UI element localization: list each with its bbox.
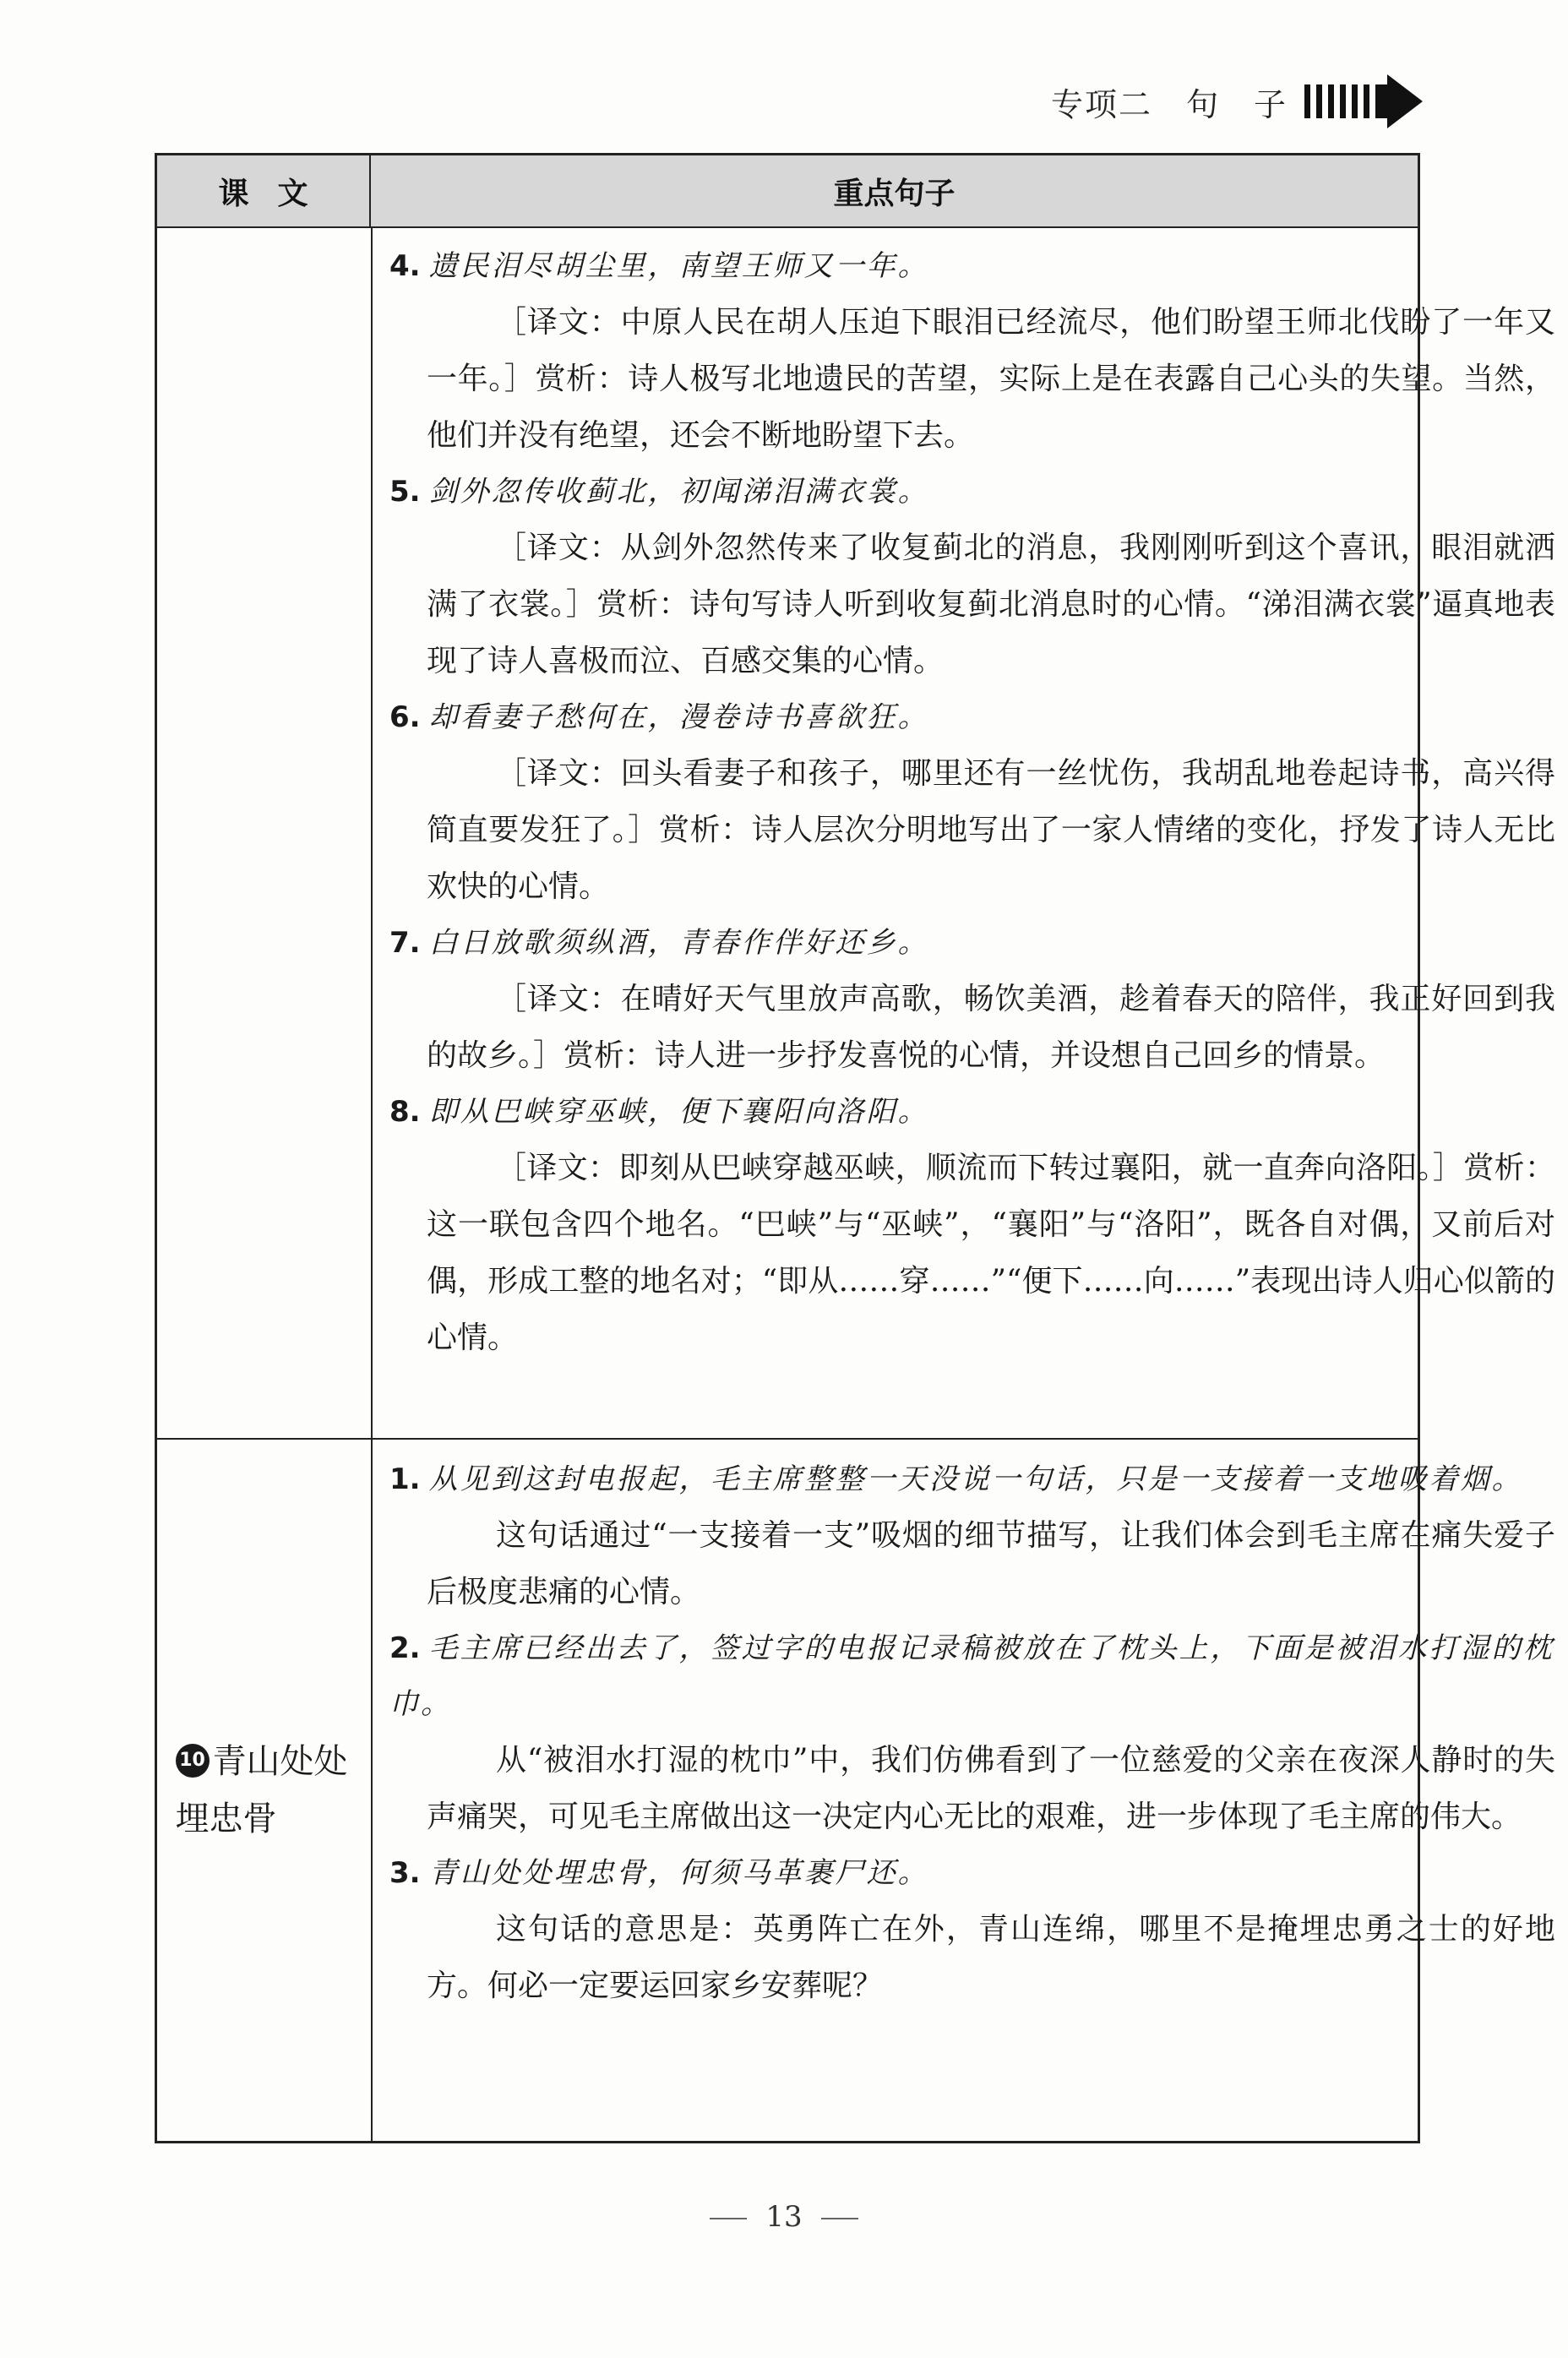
sentence-explanation: ［译文：中原人民在胡人压迫下眼泪已经流尽，他们盼望王师北伐盼了一年又一年。］赏析：诗人极写北地遗民的苦望，实际上是在表露自己心头的失望。当然，他们并没有绝望，还会不断地盼望下去。 xyxy=(427,305,1555,453)
sentence-explanation: ［译文：即刻从巴峡穿越巫峡，顺流而下转过襄阳，就一直奔向洛阳。］赏析：这一联包含四个地名。“巴峡”与“巫峡”，“襄阳”与“洛阳”，既各自对偶，又前后对偶，形成工整的地名对；“即从……穿……”“便下……向……”表现出诗人归心似箭的心情。 xyxy=(427,1151,1555,1355)
section-title: 专项二 句 子 xyxy=(1050,85,1288,123)
dash-right xyxy=(821,2218,858,2219)
key-sentence: 2. 毛主席已经出去了，签过字的电报记录稿被放在了枕头上，下面是被泪水打湿的枕巾。 xyxy=(389,1631,1554,1721)
dash-left xyxy=(710,2218,747,2219)
sentence-explanation: 从“被泪水打湿的枕巾”中，我们仿佛看到了一位慈爱的父亲在夜深人静时的失声痛哭，可见毛主席做出这一决定内心无比的艰难，进一步体现了毛主席的伟大。 xyxy=(427,1743,1555,1834)
key-sentence: 3. 青山处处埋忠骨，何须马革裹尸还。 xyxy=(389,1856,929,1890)
sentence-item xyxy=(389,1845,1557,2014)
row-content xyxy=(389,238,1557,1366)
page-header xyxy=(1051,74,1424,128)
sentence-explanation: ［译文：回头看妻子和孩子，哪里还有一丝忧伤，我胡乱地卷起诗书，高兴得简直要发狂了。］赏析：诗人层次分明地写出了一家人情绪的变化，抒发了诗人无比欢快的心情。 xyxy=(427,756,1555,904)
sentence-explanation: ［译文：在晴好天气里放声高歌，畅饮美酒，趁着春天的陪伴，我正好回到我的故乡。］赏析：诗人进一步抒发喜悦的心情，并设想自己回乡的情景。 xyxy=(427,982,1555,1073)
row-content xyxy=(389,1451,1557,2014)
arrow-marker-icon xyxy=(1304,74,1424,128)
column-divider xyxy=(371,226,373,2141)
key-sentence: 1. 从见到这封电报起，毛主席整整一天没说一句话，只是一支接着一支地吸着烟。 xyxy=(389,1462,1523,1496)
key-sentence: 4. 遗民泪尽胡尘里，南望王师又一年。 xyxy=(389,249,929,283)
page-number: 13 xyxy=(0,2200,1568,2234)
lesson-number-badge: 10 xyxy=(176,1744,210,1778)
key-sentence: 6. 却看妻子愁何在，漫卷诗书喜欲狂。 xyxy=(389,700,929,734)
sentence-item xyxy=(389,689,1557,915)
lesson-label xyxy=(176,1733,353,1848)
sentence-item xyxy=(389,915,1557,1084)
sentence-explanation: 这句话通过“一支接着一支”吸烟的细节描写，让我们体会到毛主席在痛失爱子后极度悲痛的心情。 xyxy=(427,1518,1555,1609)
table-header xyxy=(157,155,1418,228)
lesson-cell xyxy=(157,1440,371,2141)
sentence-item xyxy=(389,1620,1557,1845)
sentence-explanation: 这句话的意思是：英勇阵亡在外，青山连绵，哪里不是掩埋忠勇之士的好地方。何必一定要运回家乡安葬呢？ xyxy=(427,1912,1555,2003)
lesson-cell-prev xyxy=(157,228,371,1438)
key-sentences-table xyxy=(155,153,1555,2143)
sentence-item xyxy=(389,1084,1557,1366)
lesson-title: 青山处处埋忠骨 xyxy=(175,1742,348,1838)
sentence-item xyxy=(389,1451,1557,1620)
sentence-item xyxy=(389,464,1557,689)
key-sentence: 8. 即从巴峡穿巫峡，便下襄阳向洛阳。 xyxy=(389,1095,929,1129)
key-sentence: 7. 白日放歌须纵酒，青春作伴好还乡。 xyxy=(389,926,929,960)
key-sentence: 5. 剑外忽传收蓟北，初闻涕泪满衣裳。 xyxy=(389,475,929,509)
header-key-sentences: 重点句子 xyxy=(833,176,956,211)
sentence-explanation: ［译文：从剑外忽然传来了收复蓟北的消息，我刚刚听到这个喜讯，眼泪就洒满了衣裳。］赏析：诗句写诗人听到收复蓟北消息时的心情。“涕泪满衣裳”逼真地表现了诗人喜极而泣、百感交集的心情。 xyxy=(427,531,1555,678)
header-lesson: 课文 xyxy=(157,155,371,226)
sentence-item xyxy=(389,238,1557,464)
